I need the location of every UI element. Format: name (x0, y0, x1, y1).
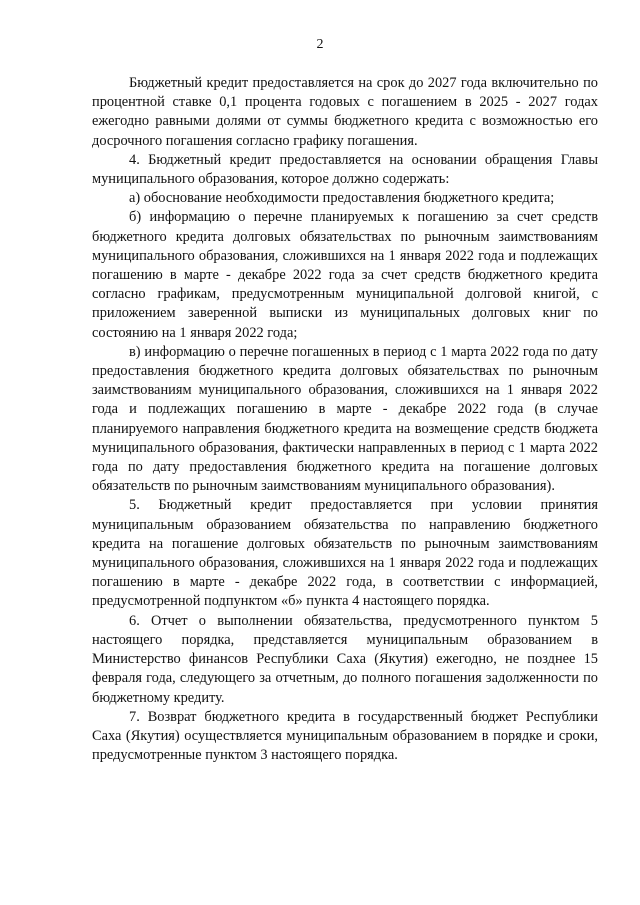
paragraph-4: 4. Бюджетный кредит предоставляется на основании обращения Главы муниципального образования, которое должно содержать: (92, 151, 598, 188)
paragraph-4a: а) обоснование необходимости предоставления бюджетного кредита; (129, 190, 555, 207)
paragraph-term: Бюджетный кредит предоставляется на срок до 2027 года включительно по процентной ставке 0,1 процента годовых с погашением в 2025 - 2027 годах ежегодно равными долями от суммы бюджетного кредита с возможностью его досрочного погашения согласно графику погашения. (92, 75, 598, 149)
document-body (92, 74, 598, 765)
paragraph-5: 5. Бюджетный кредит предоставляется при условии принятия муниципальным образованием обязательства по направлению бюджетного кредита на погашение долговых обязательств по рыночным заимствованиям муниципального образования, сложившихся на 1 января 2022 года и подлежащих погашению в марте - декабре 2022 года, в соответствии с информацией, предусмотренной подпунктом «б» пункта 4 настоящего порядка. (92, 497, 598, 610)
paragraph-6: 6. Отчет о выполнении обязательства, предусмотренного пунктом 5 настоящего порядка, представляется муниципальным образованием в Министерство финансов Республики Саха (Якутия) ежегодно, не позднее 15 февраля года, следующего за отчетным, до полного погашения задолженности по бюджетному кредиту. (92, 612, 598, 706)
paragraph-4v: в) информацию о перечне погашенных в период с 1 марта 2022 года по дату предоставления бюджетного кредита долговых обязательствах по рыночным заимствованиям муниципального образования, сложившихся на 1 января 2022 года и подлежащих погашению в марте - декабре 2022 года (в случае планируемого направления бюджетного кредита на возмещение средств бюджета муниципального образования, фактически направленных в период с 1 марта 2022 года по дату предоставления бюджетного кредита на погашение долговых обязательств по рыночным заимствованиям муниципального образования). (92, 343, 598, 495)
paragraph-7: 7. Возврат бюджетного кредита в государственный бюджет Республики Саха (Якутия) осуществляется муниципальным образованием в порядке и сроки, предусмотренные пунктом 3 настоящего порядка. (92, 708, 598, 764)
paragraph-4b: б) информацию о перечне планируемых к погашению за счет средств бюджетного кредита долговых обязательствах по рыночным заимствованиям муниципального образования, сложившихся на 1 января 2022 года и подлежащих погашению в марте - декабре 2022 года за счет средств бюджетного кредита согласно графикам, предусмотренным муниципальной долговой книгой, с приложением заверенной выписки из муниципальных долговых книг по состоянию на 1 января 2022 года; (92, 209, 598, 341)
page-number: 2 (316, 37, 324, 52)
